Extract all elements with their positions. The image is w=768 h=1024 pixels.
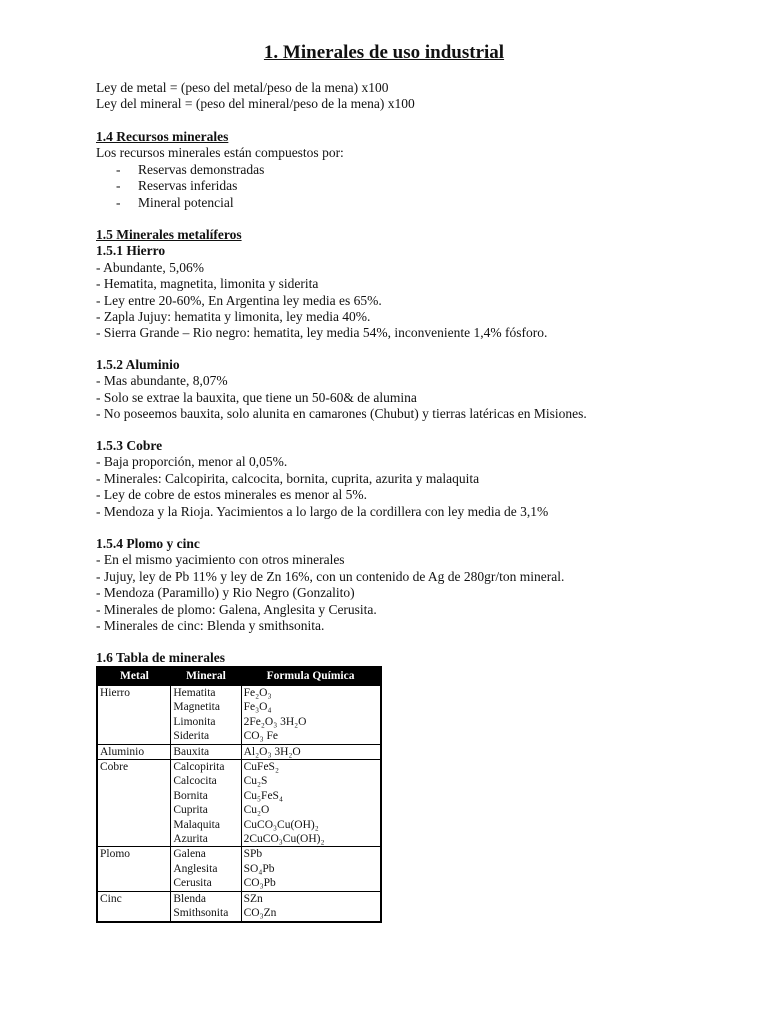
text-line: - Ley entre 20-60%, En Argentina ley media es 65%.: [96, 292, 382, 308]
formula-cell: CO₃Zn: [243, 907, 277, 920]
section-heading: 1.5 Minerales metalíferos: [96, 227, 242, 242]
formula-cell: Cu₂O: [243, 804, 270, 817]
text-line: - Solo se extrae la bauxita, que tiene un 50-60& de alumina: [96, 389, 417, 405]
mineral-cell: Galena: [171, 847, 241, 862]
table-row: [97, 744, 381, 759]
section-1-5-2: [96, 357, 716, 423]
table-group: [97, 744, 381, 759]
table-group: [97, 891, 381, 921]
subsection-heading: 1.5.1 Hierro: [96, 243, 166, 259]
formula-cell: SZn: [243, 892, 263, 905]
text-line: - Ley de cobre de estos minerales es menor al 5%.: [96, 487, 368, 503]
mineral-cell: Malaquita: [171, 818, 241, 832]
section-text: Los recursos minerales están compuestos por:: [96, 145, 344, 161]
section-1-4: [96, 129, 716, 211]
table-row: [97, 715, 381, 729]
text-line: - No poseemos bauxita, solo alunita en camarones (Chubut) y tierras latéricas en Misiones.: [96, 406, 587, 422]
text-line: - Sierra Grande – Rio negro: hematita, ley media 54%, inconveniente 1,4% fósforo.: [96, 325, 548, 341]
mineral-cell: Smithsonita: [171, 906, 241, 921]
metal-cell: [97, 700, 171, 714]
metal-cell: [97, 789, 171, 803]
metal-cell: Plomo: [97, 847, 171, 862]
mineral-cell: Anglesita: [171, 862, 241, 876]
intro-block: [96, 80, 716, 113]
intro-line: Ley de metal = (peso del metal/peso de la mena) x100: [96, 80, 389, 95]
metal-cell: Hierro: [97, 686, 171, 701]
mineral-cell: Cerusita: [171, 876, 241, 891]
metal-cell: [97, 803, 171, 817]
formula-cell: CuFeS₂: [243, 761, 279, 774]
subsection-heading: 1.5.3 Cobre: [96, 438, 163, 453]
text-line: - Baja proporción, menor al 0,05%.: [96, 454, 288, 470]
metal-cell: [97, 715, 171, 729]
section-1-6: [96, 650, 716, 666]
table-row: [97, 774, 381, 788]
text-line: - Mendoza (Paramillo) y Rio Negro (Gonzalito): [96, 585, 355, 601]
text-line: - Abundante, 5,06%: [96, 259, 204, 275]
list-item: - Mineral potencial: [116, 194, 234, 210]
table-header-row: [97, 667, 381, 686]
metal-cell: [97, 876, 171, 891]
table-row: [97, 760, 381, 775]
page-title: 1. Minerales de uso industrial: [263, 42, 505, 63]
formula-cell: Fe₃O₄: [243, 701, 272, 714]
table-group: [97, 760, 381, 847]
mineral-cell: Limonita: [171, 715, 241, 729]
text-line: - En el mismo yacimiento con otros minerales: [96, 552, 345, 568]
table-row: [97, 729, 381, 744]
text-line: - Mendoza y la Rioja. Yacimientos a lo largo de la cordillera con ley media de 3,1%: [96, 503, 549, 519]
mineral-cell: Azurita: [171, 832, 241, 847]
metal-cell: [97, 729, 171, 744]
formula-cell: Cu₅FeS₄: [243, 789, 283, 802]
formula-cell: SPb: [243, 848, 263, 861]
mineral-cell: Blenda: [171, 891, 241, 906]
formula-cell: Al₂O₃ 3H₂O: [243, 745, 301, 758]
text-line: - Minerales de plomo: Galena, Anglesita y Cerusita.: [96, 601, 377, 617]
mineral-cell: Calcopirita: [171, 760, 241, 775]
text-line: - Hematita, magnetita, limonita y siderita: [96, 276, 319, 292]
section-1-5-3: [96, 438, 716, 520]
column-header: Mineral: [171, 667, 241, 686]
table-row: [97, 847, 381, 862]
table-row: [97, 832, 381, 847]
section-heading: 1.4 Recursos minerales: [96, 129, 229, 144]
formula-cell: CO₃ Fe: [243, 730, 278, 743]
section-1-5: [96, 227, 716, 342]
mineral-cell: Bauxita: [171, 744, 241, 759]
formula-cell: SO₄Pb: [243, 862, 275, 875]
table-group: [97, 686, 381, 745]
metal-cell: Aluminio: [97, 744, 171, 759]
table-row: [97, 789, 381, 803]
table-row: [97, 906, 381, 921]
column-header: Metal: [97, 667, 171, 686]
section-heading: 1.6 Tabla de minerales: [96, 650, 226, 665]
formula-cell: CuCO₃Cu(OH)₂: [243, 818, 319, 831]
metal-cell: [97, 862, 171, 876]
column-header: Formula Química: [241, 667, 381, 686]
table-row: [97, 700, 381, 714]
mineral-cell: Calcocita: [171, 774, 241, 788]
minerals-table: [96, 666, 382, 923]
section-1-5-4: [96, 536, 716, 634]
formula-cell: Cu₂S: [243, 775, 268, 788]
mineral-cell: Bornita: [171, 789, 241, 803]
text-line: - Zapla Jujuy: hematita y limonita, ley media 40%.: [96, 308, 371, 324]
text-line: - Mas abundante, 8,07%: [96, 373, 228, 389]
metal-cell: [97, 906, 171, 921]
table-row: [97, 876, 381, 891]
table-row: [97, 686, 381, 701]
list-item: - Reservas inferidas: [116, 178, 238, 194]
mineral-cell: Cuprita: [171, 803, 241, 817]
metal-cell: Cinc: [97, 891, 171, 906]
subsection-heading: 1.5.4 Plomo y cinc: [96, 536, 200, 551]
metal-cell: [97, 818, 171, 832]
table-row: [97, 803, 381, 817]
text-line: - Minerales: Calcopirita, calcocita, bornita, cuprita, azurita y malaquita: [96, 470, 480, 486]
subsection-heading: 1.5.2 Aluminio: [96, 357, 180, 372]
intro-line: Ley del mineral = (peso del mineral/peso de la mena) x100: [96, 96, 415, 112]
metal-cell: [97, 832, 171, 847]
mineral-cell: Hematita: [171, 686, 241, 701]
list-item: - Reservas demonstradas: [116, 161, 265, 177]
mineral-cell: Siderita: [171, 729, 241, 744]
formula-cell: CO₃Pb: [243, 877, 276, 890]
text-line: - Jujuy, ley de Pb 11% y ley de Zn 16%, con un contenido de Ag de 280gr/ton mineral.: [96, 568, 565, 584]
formula-cell: 2CuCO₃Cu(OH)₂: [243, 833, 325, 846]
table-row: [97, 818, 381, 832]
table-row: [97, 862, 381, 876]
mineral-cell: Magnetita: [171, 700, 241, 714]
metal-cell: [97, 774, 171, 788]
formula-cell: 2Fe₂O₃ 3H₂O: [243, 715, 307, 728]
table-group: [97, 847, 381, 891]
text-line: - Minerales de cinc: Blenda y smithsonita.: [96, 617, 325, 633]
formula-cell: Fe₂O₃: [243, 687, 272, 699]
table-row: [97, 891, 381, 906]
metal-cell: Cobre: [97, 760, 171, 775]
